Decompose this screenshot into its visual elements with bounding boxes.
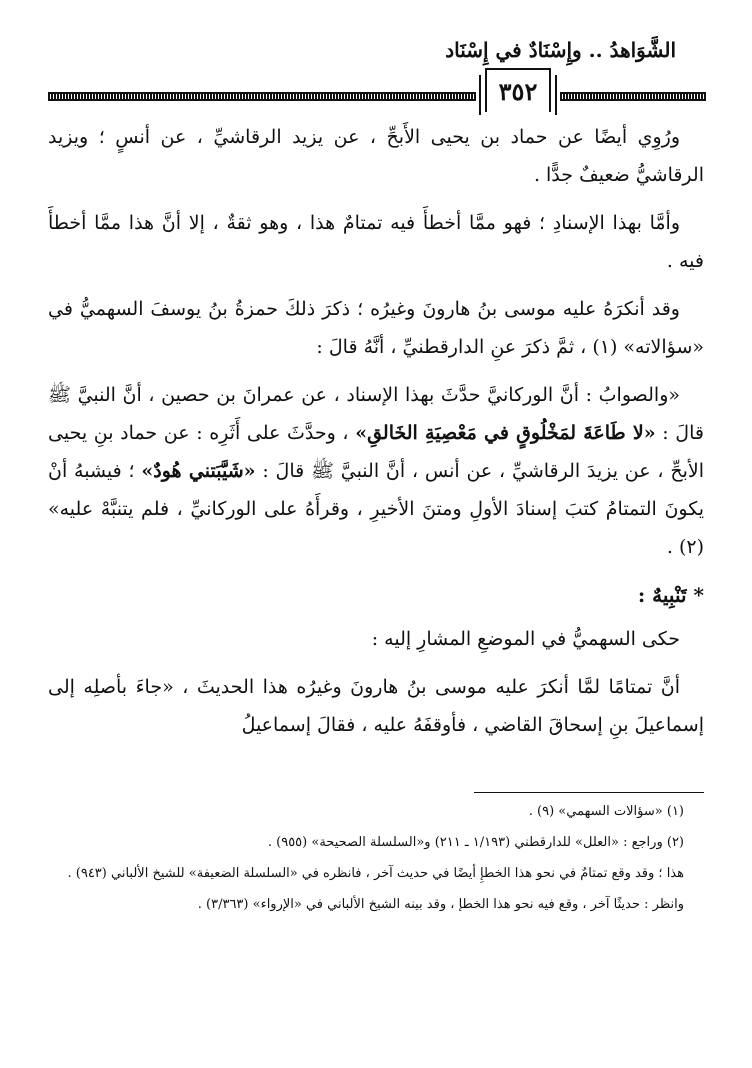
header-rule-left	[560, 92, 706, 101]
running-head: الشَّوَاهدُ .. وإِسْنَادٌ في إِسْنَاد	[445, 38, 676, 62]
footnote-separator	[474, 792, 704, 793]
main-text	[48, 118, 704, 754]
paragraph-6: أنَّ تمتامًا لمَّا أنكرَ عليه موسى بنُ هارونَ وغيرُه هذا الحديثَ ، «جاءَ بأصلِه إلى إسماعيلَ بنِ إسحاقَ القاضي ، فأوقفَهُ عليه ، فقالَ إسماعيلُ	[48, 676, 704, 736]
hadith-quote-1: «لا طَاعَةَ لمَخْلُوقٍ في مَعْصِيَةِ الخَالقِ»	[355, 422, 656, 444]
paragraph-3: وقد أنكرَهُ عليه موسى بنُ هارونَ وغيرُه ؛ ذكرَ ذلكَ حمزةُ بنُ يوسفَ السهميُّ في «سؤالاته» (١) ، ثمَّ ذكرَ عنِ الدارقطنيِّ ، أنَّهُ قالَ :	[48, 298, 704, 358]
paragraph-4-part-a: «والصوابُ : أنَّ الوركانيَّ حدَّثَ بهذا الإسناد ، عن عمرانَ بن حصين ، أنَّ النبيَّ ﷺ قالَ :	[48, 384, 704, 444]
paragraph-4-part-c: ؛ فيشبهُ أنْ يكونَ التمتامُ كتبَ إسنادَ الأولِ ومتنَ الأخيرِ ، وقرأَهُ على الوركانيِّ ، فلم يتنبَّهْ عليه» (٢) .	[48, 460, 704, 558]
paragraph-4	[48, 376, 704, 566]
hadith-quote-2: «شَيَّبَتني هُودٌ»	[141, 460, 256, 482]
footnote-4: وانظر : حديثًا آخر ، وقع فيه نحو هذا الخطإ ، وقد بينه الشيخ الألباني في «الإرواء» (٣/٣٦٣) .	[197, 897, 684, 912]
page-number: ٣٥٢	[485, 68, 551, 112]
header-rule-right	[48, 92, 476, 101]
paragraph-1: ورُوِي أيضًا عن حماد بن يحيى الأَبحِّ ، عن يزيد الرقاشيِّ ، عن أنسٍ ؛ ويزيد الرقاشيُّ ضعيفٌ جدًّا .	[48, 126, 704, 186]
footnote-1: (١) «سؤالات السهمي» (٩) .	[528, 804, 684, 819]
footnotes	[48, 798, 704, 922]
paragraph-4-part-b: ، وحدَّثَ على أَثَرِه : عن حماد بنِ يحيى الأبحِّ ، عن يزيدَ الرقاشيِّ ، عن أنس ، أنَّ النبيَّ ﷺ قالَ :	[48, 422, 705, 482]
note-heading: * تَنْبِيهٌ :	[637, 583, 704, 607]
footnote-3: هذا ؛ وقد وقع تمتامٌ في نحو هذا الخطإِ أيضًا في حديث آخر ، فانظره في «السلسلة الضعيفة» للشيخ الألباني (٩٤٣) .	[67, 866, 684, 881]
paragraph-2: وأمَّا بهذا الإسنادِ ؛ فهو ممَّا أخطأَ فيه تمتامٌ هذا ، وهو ثقةٌ ، إلا أنَّ هذا ممَّا أخطأَ فيه .	[48, 212, 704, 272]
footnote-2: (٢) وراجع : «العلل» للدارقطني (١/١٩٣ ـ ٢١١) و«السلسلة الصحيحة» (٩٥٥) .	[267, 835, 684, 850]
paragraph-5: حكى السهميُّ في الموضعِ المشارِ إليه :	[371, 628, 680, 650]
